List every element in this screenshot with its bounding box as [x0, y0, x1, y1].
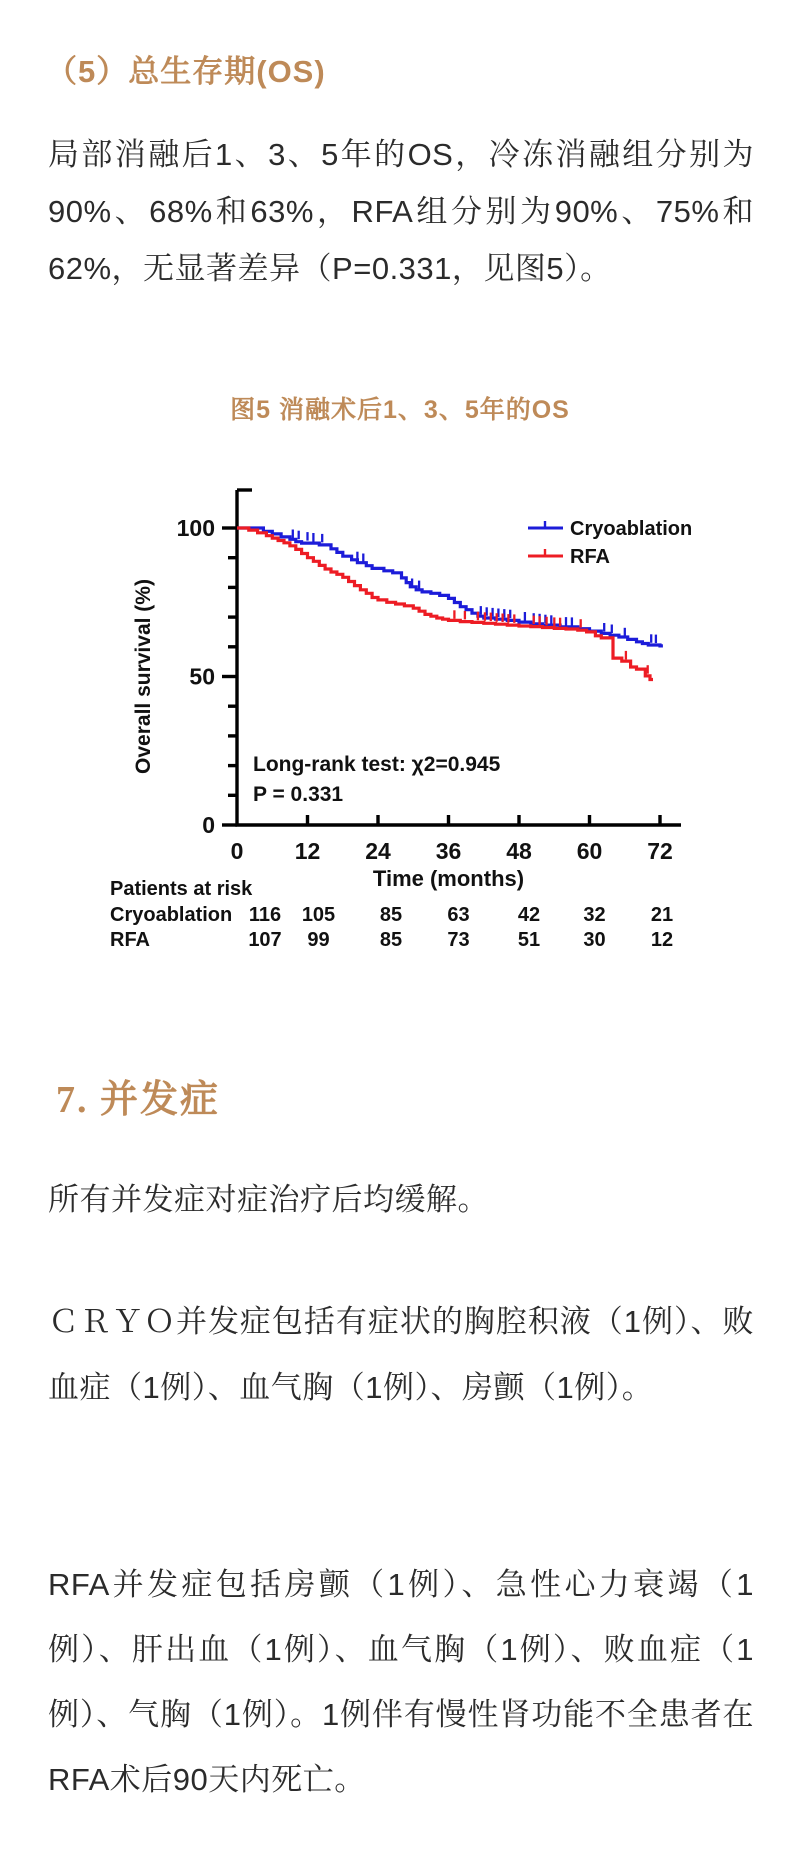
km-survival-chart	[95, 425, 735, 985]
svg-text:Time (months): Time (months)	[372, 866, 525, 891]
svg-text:107: 107	[248, 929, 282, 951]
svg-text:RFA: RFA	[570, 546, 610, 568]
svg-text:Patients at risk: Patients at risk	[110, 878, 253, 900]
svg-text:30: 30	[583, 929, 606, 951]
svg-text:51: 51	[517, 929, 541, 951]
svg-text:21: 21	[650, 904, 674, 926]
complications-section-heading: 7. 并发症	[56, 1079, 221, 1121]
svg-text:73: 73	[447, 929, 470, 951]
os-section-heading: （5）总生存期(OS)	[46, 54, 326, 89]
svg-text:32: 32	[583, 904, 606, 926]
svg-text:116: 116	[248, 904, 282, 926]
svg-text:Cryoablation: Cryoablation	[570, 518, 693, 540]
svg-text:50: 50	[189, 663, 215, 690]
os-paragraph: 局部消融后1、3、5年的OS，冷冻消融组分别为90%、68%和63%，RFA组分别为90%、75%和62%，无显著差异（P=0.331，见图5）。	[48, 137, 754, 286]
svg-text:RFA: RFA	[110, 929, 150, 951]
svg-text:85: 85	[379, 904, 403, 926]
complications-paragraph-2: ＣＲＹＯ并发症包括有症状的胸腔积液（1例）、败血症（1例）、血气胸（1例）、房颤（1例）。	[48, 1304, 754, 1405]
svg-text:12: 12	[650, 929, 674, 951]
svg-text:42: 42	[517, 904, 541, 926]
figure5-caption: 图5 消融术后1、3、5年的OS	[230, 396, 570, 424]
svg-text:Overall survival (%): Overall survival (%)	[132, 579, 155, 774]
complications-paragraph-3: RFA并发症包括房颤（1例）、急性心力衰竭（1例）、肝出血（1例）、血气胸（1例）、败血症（1例）、气胸（1例）。1例伴有慢性肾功能不全患者在RFA术后90天内死亡。	[48, 1567, 754, 1797]
svg-text:85: 85	[379, 929, 403, 951]
svg-text:0: 0	[202, 812, 215, 838]
svg-text:99: 99	[307, 929, 330, 951]
svg-text:63: 63	[447, 904, 470, 926]
svg-text:100: 100	[176, 515, 215, 541]
svg-text:Long-rank test: χ2=0.945: Long-rank test: χ2=0.945	[253, 753, 501, 776]
complications-paragraph-1: 所有并发症对症治疗后均缓解。	[48, 1182, 489, 1217]
svg-text:12: 12	[294, 838, 321, 864]
svg-text:48: 48	[506, 838, 532, 864]
svg-text:60: 60	[576, 838, 603, 864]
svg-text:P = 0.331: P = 0.331	[253, 783, 344, 806]
svg-text:0: 0	[230, 838, 244, 864]
svg-text:72: 72	[647, 838, 673, 864]
svg-text:105: 105	[301, 904, 336, 926]
svg-text:36: 36	[435, 838, 462, 864]
svg-text:24: 24	[365, 838, 391, 864]
svg-text:Cryoablation: Cryoablation	[110, 904, 233, 926]
